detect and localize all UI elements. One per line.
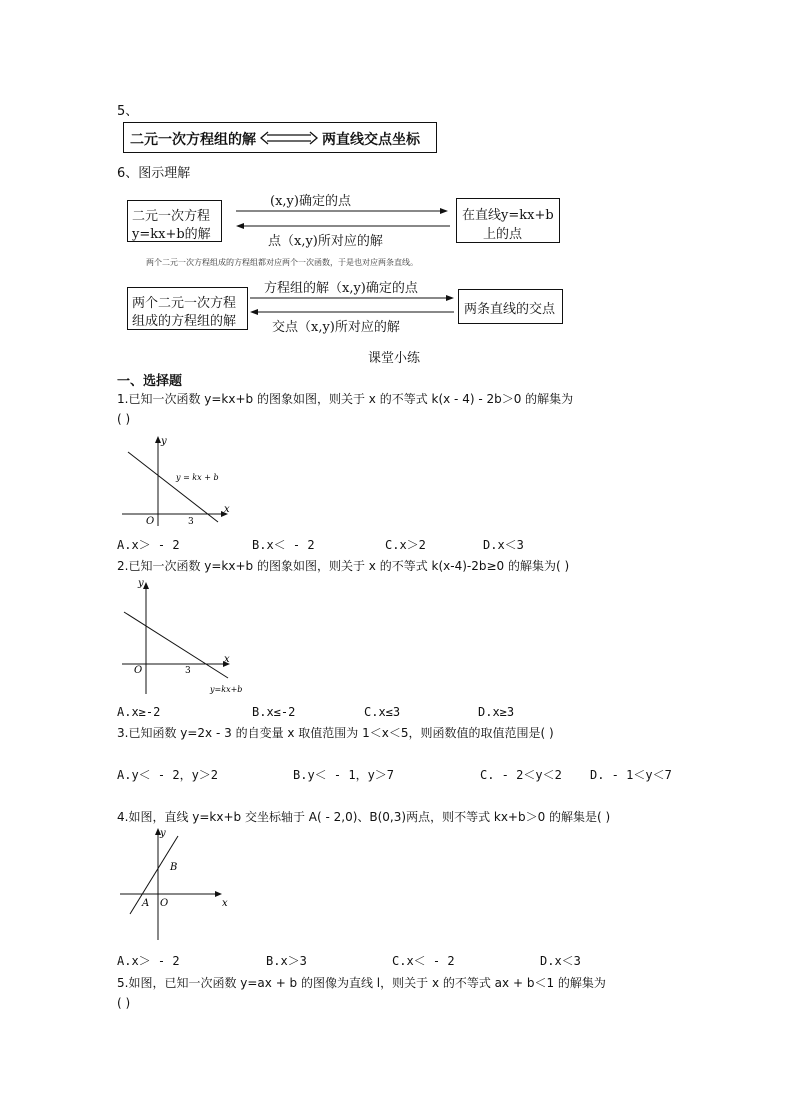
question-4-graph-origin: O (160, 898, 169, 909)
diagram1-box-point-line1: 在直线y=kx+b (462, 208, 554, 223)
question-3-option-b[interactable]: B.y＜ - 1，y＞7 (293, 768, 395, 782)
question-4-graph-point-a: A (142, 898, 150, 909)
question-2-graph-origin: O (134, 665, 143, 676)
diagram2-box-intersection-text: 两条直线的交点 (464, 302, 556, 317)
question-3-option-c[interactable]: C. - 2＜y＜2 (480, 768, 562, 782)
question-1-graph-origin: O (146, 516, 155, 527)
diagram1-box-equation-line2: y=kx+b的解 (132, 227, 211, 242)
diagram2-box-intersection (458, 289, 563, 324)
question-1-option-d[interactable]: D.x＜3 (483, 538, 524, 552)
question-1-graph-x-label: x (224, 504, 230, 515)
question-4-option-c[interactable]: C.x＜ - 2 (392, 954, 455, 968)
question-1-graph-tick: 3 (188, 517, 194, 527)
diagram1-box-equation-line1: 二元一次方程 (132, 209, 211, 224)
question-2-graph-y-label: y (138, 578, 144, 589)
practice-title: 课堂小练 (368, 351, 421, 366)
question-2-graph (118, 574, 248, 696)
question-1-graph-line-label: y = kx + b (176, 473, 219, 482)
diagram2-box-system-line2: 组成的方程组的解 (132, 314, 237, 329)
question-4-graph-point-b: B (170, 862, 178, 873)
question-4-graph (118, 826, 233, 942)
question-1-option-a[interactable]: A.x＞ - 2 (117, 538, 180, 552)
diagram1-box-equation (127, 200, 222, 242)
item5-box (123, 122, 437, 153)
item5-number: 5、 (117, 104, 139, 119)
question-1-graph-y-label: y (161, 436, 167, 447)
item5-left-text: 二元一次方程组的解 (130, 132, 256, 148)
question-2-graph-line-label: y=kx+b (210, 685, 243, 694)
question-4-stem: 4.如图，直线 y=kx+b 交坐标轴于 A( - 2,0)、B(0,3)两点，则不等式 kx+b＞0 的解集是( ) (117, 810, 611, 824)
double-arrow-icon (259, 131, 319, 145)
question-4-option-d[interactable]: D.x＜3 (540, 954, 581, 968)
question-2-graph-x-label: x (224, 654, 230, 665)
question-1-option-c[interactable]: C.x＞2 (385, 538, 426, 552)
question-4-graph-y-label: y (160, 828, 166, 839)
diagram2-arrow-bottom-label: 交点（x,y)所对应的解 (272, 320, 400, 335)
question-2-option-c[interactable]: C.x≤3 (364, 705, 401, 719)
item6-title: 6、图示理解 (117, 166, 191, 181)
question-5-paren: ( ) (117, 996, 131, 1010)
question-5-stem: 5.如图，已知一次函数 y=ax + b 的图像为直线 l，则关于 x 的不等式 ax + b＜1 的解集为 (117, 976, 606, 990)
diagram2-box-system (127, 287, 248, 330)
question-4-option-b[interactable]: B.x＞3 (266, 954, 307, 968)
diagram2-arrow-top-label: 方程组的解（x,y)确定的点 (264, 281, 418, 296)
question-2-option-d[interactable]: D.x≥3 (478, 705, 515, 719)
section-title: 一、选择题 (117, 374, 183, 389)
diagram1-box-point-line2: 上的点 (483, 227, 523, 242)
question-1-option-b[interactable]: B.x＜ - 2 (252, 538, 315, 552)
question-2-graph-tick: 3 (185, 666, 191, 676)
diagram2-arrows (248, 294, 458, 318)
diagram1-box-point (456, 198, 560, 243)
question-3-option-d[interactable]: D. - 1＜y＜7 (590, 768, 672, 782)
question-1-stem: 1.已知一次函数 y=kx+b 的图象如图，则关于 x 的不等式 k(x - 4) - 2b＞0 的解集为 (117, 392, 574, 406)
question-1-graph (118, 432, 243, 528)
question-4-graph-x-label: x (222, 898, 228, 909)
question-2-option-b[interactable]: B.x≤-2 (252, 705, 296, 719)
diagram-note: 两个二元一次方程组成的方程组都对应两个一次函数，于是也对应两条直线。 (146, 258, 418, 267)
diagram2-box-system-line1: 两个二元一次方程 (132, 296, 237, 311)
question-3-option-a[interactable]: A.y＜ - 2，y＞2 (117, 768, 219, 782)
question-4-option-a[interactable]: A.x＞ - 2 (117, 954, 180, 968)
item5-right-text: 两直线交点坐标 (322, 132, 420, 148)
diagram1-arrow-top-label: (x,y)确定的点 (270, 194, 351, 209)
diagram1-arrow-bottom-label: 点（x,y)所对应的解 (268, 234, 383, 249)
question-2-option-a[interactable]: A.x≥-2 (117, 705, 161, 719)
question-3-stem: 3.已知函数 y=2x - 3 的自变量 x 取值范围为 1＜x＜5，则函数值的取值范围是( ) (117, 726, 554, 740)
question-2-stem: 2.已知一次函数 y=kx+b 的图象如图，则关于 x 的不等式 k(x-4)-2b≥0 的解集为( ) (117, 559, 570, 573)
question-1-paren: ( ) (117, 412, 131, 426)
